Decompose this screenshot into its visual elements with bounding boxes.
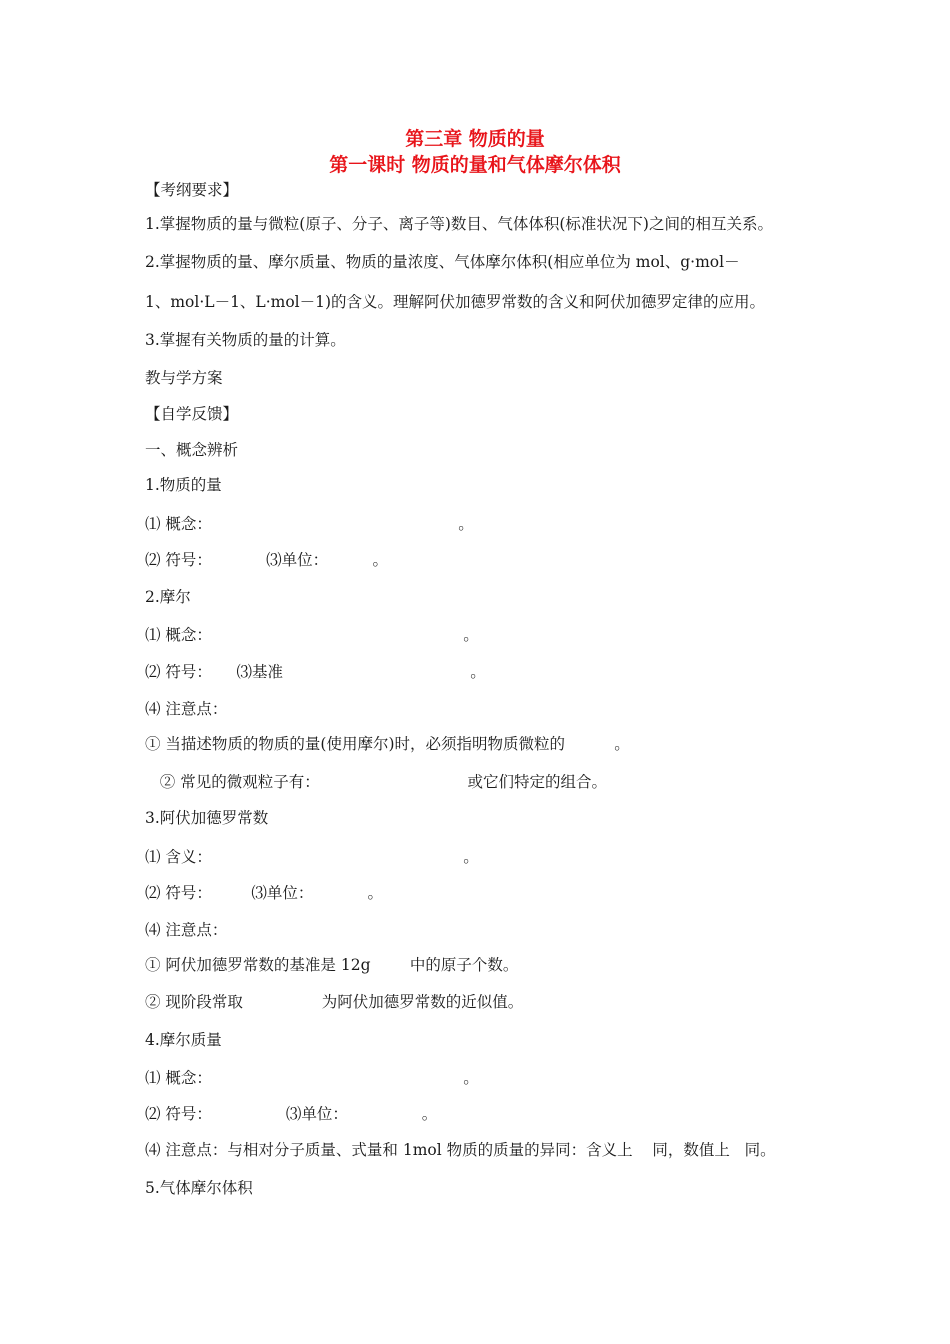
text-line: 1.物质的量: [145, 476, 222, 494]
text-line: ⑴ 概念： 。: [145, 515, 474, 533]
text-line: ① 阿伏加德罗常数的基准是 12g 中的原子个数。: [145, 956, 519, 974]
text-line: ② 常见的微观粒子有： 或它们特定的组合。: [145, 773, 608, 791]
text-line: ⑷ 注意点：: [145, 921, 228, 939]
text-line: ⑵ 符号： ⑶基准 。: [145, 663, 486, 681]
chapter-title: 第三章 物质的量: [405, 128, 545, 150]
text-line: ⑵ 符号： ⑶单位： 。: [145, 1105, 438, 1123]
text-line: 3.阿伏加德罗常数: [145, 809, 269, 827]
text-line: 1.掌握物质的量与微粒(原子、分子、离子等)数目、气体体积(标准状况下)之间的相互关系。: [145, 215, 773, 233]
text-line: 2.掌握物质的量、摩尔质量、物质的量浓度、气体摩尔体积(相应单位为 mol、g·mol－: [145, 253, 740, 271]
lesson-title: 第一课时 物质的量和气体摩尔体积: [329, 154, 621, 176]
text-line: 教与学方案: [145, 369, 223, 387]
text-line: ① 当描述物质的物质的量(使用摩尔)时，必须指明物质微粒的 。: [145, 735, 630, 753]
text-line: 一、概念辨析: [145, 441, 239, 459]
text-line: ② 现阶段常取 为阿伏加德罗常数的近似值。: [145, 993, 524, 1011]
text-line: 4.摩尔质量: [145, 1031, 222, 1049]
text-line: 5.气体摩尔体积: [145, 1179, 253, 1197]
text-line: ⑷ 注意点：与相对分子质量、式量和 1mol 物质的质量的异同：含义上 同，数值上 同。: [145, 1141, 776, 1159]
text-line: 2.摩尔: [145, 588, 191, 606]
text-line: ⑵ 符号： ⑶单位： 。: [145, 884, 384, 902]
text-line: ⑴ 含义： 。: [145, 848, 479, 866]
text-line: 【考纲要求】: [145, 181, 239, 199]
text-line: 3.掌握有关物质的量的计算。: [145, 331, 346, 349]
text-line: 1、mol·L－1、L·mol－1)的含义。理解阿伏加德罗常数的含义和阿伏加德罗定律的应用。: [145, 293, 766, 311]
text-line: ⑵ 符号： ⑶单位： 。: [145, 551, 388, 569]
text-line: ⑴ 概念： 。: [145, 1069, 479, 1087]
text-line: 【自学反馈】: [145, 405, 239, 423]
text-line: ⑴ 概念： 。: [145, 626, 479, 644]
text-line: ⑷ 注意点：: [145, 700, 228, 718]
